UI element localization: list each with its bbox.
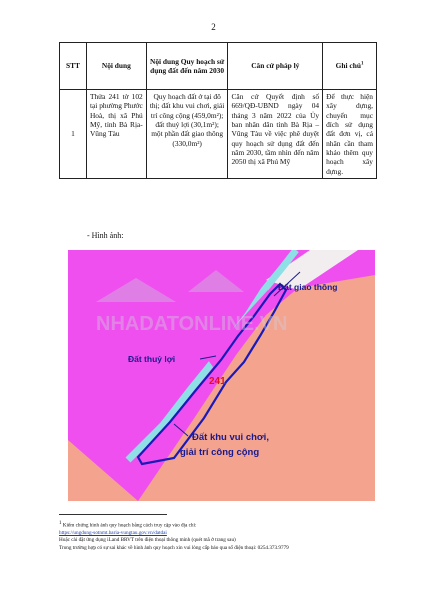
footnote-divider	[59, 514, 167, 515]
cell-stt: 1	[60, 90, 87, 179]
header-legal: Căn cứ pháp lý	[228, 43, 323, 90]
cell-note: Để thực hiện xây dựng, chuyển mục đích sử dụng đất đơn vị, cá nhân cần tham khảo thêm quy hoạch xây dựng.	[323, 90, 377, 179]
header-note	[323, 43, 377, 90]
footnote	[59, 520, 389, 552]
header-note-label: Ghi chú	[335, 61, 361, 71]
page-number: 2	[211, 22, 216, 32]
planning-map-image	[68, 250, 375, 501]
header-plan: Nội dung Quy hoạch sử dụng đất đến năm 2030	[146, 43, 228, 90]
watermark-text: NHADATONLINE.VN	[96, 313, 288, 335]
label-parcel-241: 241	[209, 376, 226, 387]
table-header-row	[60, 43, 377, 90]
label-recreation-line1: Đất khu vui chơi,	[192, 432, 269, 443]
table-row	[60, 90, 377, 179]
label-dat-thuy-loi: Đất thuỷ lợi	[128, 354, 176, 364]
cell-plan: Quy hoạch đất ở tại đô thị; đất khu vui chơi, giải trí công cộng (459,0m²); đất thuỷ lợi (30,1m²); một phần đất giao thông (330,0m²)	[146, 90, 228, 179]
header-content: Nội dung	[86, 43, 146, 90]
footnote-ref: 1	[360, 61, 364, 67]
footnote-link[interactable]: https://ungdung-sotnmt.baria-vungtau.gov.vn/datdai	[59, 530, 167, 537]
footnote-line-2: Hoặc cài đặt ứng dụng iLand BRVT trên điện thoại thông minh (quét mã ở trang sau)	[59, 537, 236, 544]
header-stt: STT	[60, 43, 87, 90]
label-dat-giao-thong: Đất giao thông	[278, 282, 338, 292]
label-recreation-line2: giải trí công cộng	[180, 447, 260, 458]
planning-info-table	[59, 42, 377, 179]
footnote-line-1	[59, 520, 389, 530]
footnote-marker: 1	[59, 521, 62, 526]
footnote-intro: Kiểm chứng hình ảnh quy hoạch bằng cách truy cập vào địa chỉ:	[62, 522, 197, 529]
cell-content: Thửa 241 tờ 102 tại phường Phước Hoà, thị xã Phú Mỹ, tỉnh Bà Rịa-Vũng Tàu	[86, 90, 146, 179]
cell-legal: Căn cứ Quyết định số 669/QĐ-UBND ngày 04 tháng 3 năm 2022 của Ủy ban nhân dân tỉnh Bà Rịa – Vũng Tàu về việc phê duyệt quy hoạch sử dụng đất đến năm 2030, tầm nhìn đến năm 2050 thị xã Phú Mỹ	[228, 90, 323, 179]
footnote-line-3: Trong trường hợp có sự sai khác về hình ảnh quy hoạch xin vui lòng cấp báo qua số điện thoại: 0254.373.9779	[59, 544, 289, 551]
image-caption: - Hình ảnh:	[87, 231, 124, 240]
